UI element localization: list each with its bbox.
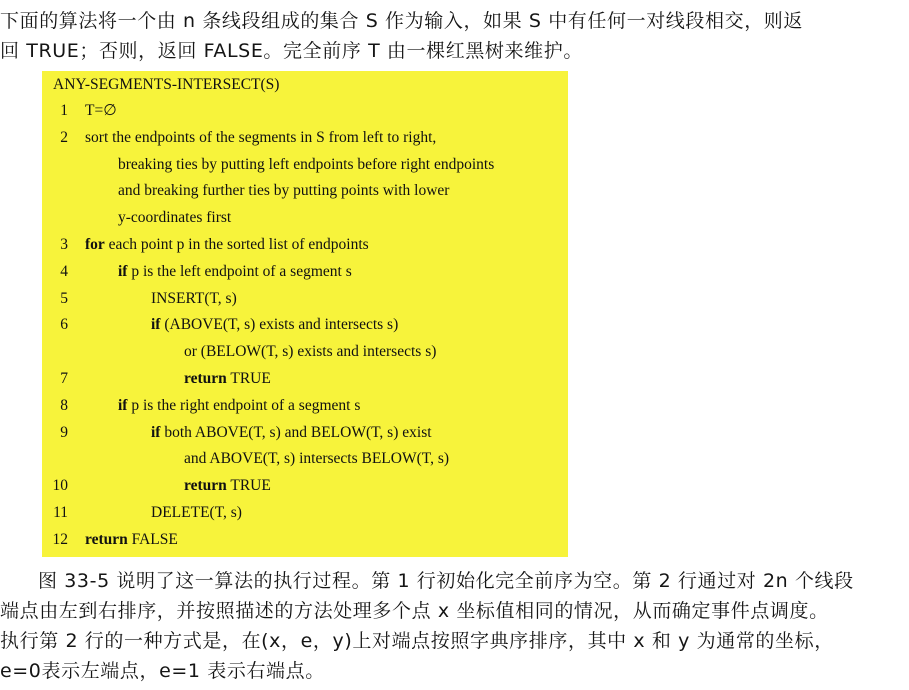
code-statement: (ABOVE(T, s) exists and intersects s) bbox=[160, 316, 399, 334]
code-text bbox=[151, 421, 432, 445]
code-text bbox=[118, 206, 231, 230]
code-statement: p is the right endpoint of a segment s bbox=[127, 396, 361, 414]
algorithm-title: ANY-SEGMENTS-INTERSECT(S) bbox=[53, 76, 280, 93]
line-number: 1 bbox=[60, 102, 68, 119]
code-keyword: if bbox=[118, 262, 128, 280]
code-text bbox=[184, 447, 449, 471]
code-statement: INSERT(T, s) bbox=[151, 289, 237, 307]
algorithm-box bbox=[42, 71, 568, 557]
code-statement: each point p in the sorted list of endpoints bbox=[104, 236, 369, 253]
outro-line-1: 图 33-5 说明了这一算法的执行过程。第 1 行初始化完全前序为空。第 2 行通过对 2n 个线段 bbox=[38, 570, 854, 592]
line-number: 3 bbox=[60, 236, 68, 253]
code-statement: both ABOVE(T, s) and BELOW(T, s) exist bbox=[160, 423, 432, 441]
line-number: 8 bbox=[60, 396, 68, 414]
intro-line-2: 回 TRUE；否则，返回 FALSE。完全前序 T 由一棵红黑树来维护。 bbox=[0, 40, 583, 62]
line-number: 10 bbox=[52, 477, 68, 495]
code-statement: T=∅ bbox=[85, 102, 117, 119]
code-keyword: for bbox=[85, 236, 105, 253]
line-number: 7 bbox=[60, 370, 68, 387]
line-number: 2 bbox=[60, 128, 68, 146]
code-statement: FALSE bbox=[127, 530, 178, 548]
outro-line-2: 端点由左到右排序，并按照描述的方法处理多个点 x 坐标值相同的情况，从而确定事件点调度。 bbox=[0, 600, 829, 622]
code-text bbox=[85, 126, 436, 150]
line-number: 4 bbox=[60, 262, 68, 280]
code-text bbox=[151, 501, 242, 525]
code-text bbox=[85, 99, 117, 123]
line-number: 9 bbox=[60, 423, 68, 441]
line-number: 5 bbox=[60, 289, 68, 307]
code-text bbox=[118, 260, 352, 284]
code-statement: breaking ties by putting left endpoints before right endpoints bbox=[118, 155, 495, 173]
code-statement: p is the left endpoint of a segment s bbox=[127, 262, 352, 280]
code-statement: sort the endpoints of the segments in S from left to right, bbox=[85, 128, 437, 146]
code-keyword: return bbox=[184, 370, 227, 387]
code-statement: DELETE(T, s) bbox=[151, 504, 242, 521]
outro-paragraph bbox=[0, 566, 905, 686]
line-number: 6 bbox=[60, 316, 68, 334]
code-text bbox=[184, 367, 271, 391]
code-keyword: if bbox=[151, 423, 161, 441]
code-text bbox=[118, 394, 360, 418]
code-text bbox=[184, 474, 271, 498]
code-text bbox=[184, 340, 436, 364]
code-statement: or (BELOW(T, s) exists and intersects s) bbox=[184, 343, 437, 361]
code-statement: TRUE bbox=[226, 370, 271, 387]
code-text bbox=[85, 528, 178, 552]
code-text bbox=[151, 287, 237, 311]
code-text bbox=[118, 153, 494, 177]
code-text bbox=[151, 313, 398, 337]
intro-line-1: 下面的算法将一个由 n 条线段组成的集合 S 作为输入，如果 S 中有任何一对线段相交，则返 bbox=[0, 10, 804, 32]
line-number: 12 bbox=[52, 530, 68, 548]
line-number: 11 bbox=[53, 504, 68, 521]
code-keyword: if bbox=[151, 316, 161, 334]
intro-paragraph bbox=[0, 6, 905, 66]
code-text bbox=[85, 233, 369, 257]
code-statement: and ABOVE(T, s) intersects BELOW(T, s) bbox=[184, 450, 450, 468]
code-keyword: if bbox=[118, 396, 128, 414]
code-text bbox=[118, 179, 449, 203]
code-keyword: return bbox=[85, 530, 128, 548]
code-statement: and breaking further ties by putting points with lower bbox=[118, 182, 450, 200]
code-statement: TRUE bbox=[226, 477, 271, 495]
outro-line-3: 执行第 2 行的一种方式是，在(x，e，y)上对端点按照字典序排序，其中 x 和 y 为通常的坐标， bbox=[0, 630, 834, 652]
outro-line-4: e=0表示左端点，e=1 表示右端点。 bbox=[0, 660, 325, 682]
code-keyword: return bbox=[184, 477, 227, 495]
code-statement: y-coordinates first bbox=[118, 209, 232, 227]
